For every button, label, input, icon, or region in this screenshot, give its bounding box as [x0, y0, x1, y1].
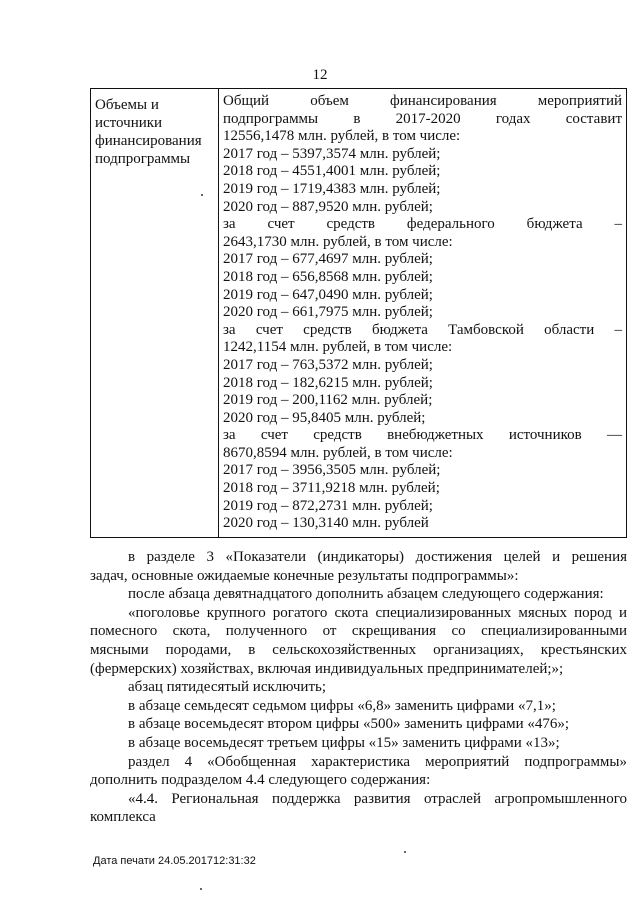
total-year-line: 2019 год – 1719,4383 млн. рублей; — [223, 180, 441, 197]
financing-text-cell — [219, 89, 627, 538]
text-line: мясными породами, в сельскохозяйственных организациях, крестьянских — [90, 641, 627, 658]
text-line: «поголовье крупного рогатого скота специализированных мясных пород и — [128, 604, 627, 621]
extrabudget-year-line: 2017 год – 3956,3505 млн. рублей; — [223, 462, 441, 479]
federal-year-line: 2018 год – 656,8568 млн. рублей; — [223, 268, 433, 285]
federal-year-line: 2020 год – 661,7975 млн. рублей; — [223, 304, 433, 321]
extrabudget-year-line: 2019 год – 872,2731 млн. рублей; — [223, 497, 433, 514]
paragraph-section-3 — [90, 548, 627, 585]
total-year-line: 2017 год – 5397,3574 млн. рублей; — [223, 145, 441, 162]
regional-year-line: 2017 год – 763,5372 млн. рублей; — [223, 356, 433, 373]
financing-label-cell — [91, 89, 219, 538]
paragraph-subsection-4-4 — [90, 790, 627, 827]
regional-year-line: 2019 год – 200,1162 млн. рублей; — [223, 392, 433, 409]
total-year-line: 2018 год – 4551,4001 млн. рублей; — [223, 163, 441, 180]
text-line: дополнить подразделом 4.4 следующего содержания: — [90, 772, 431, 789]
label-line: источники — [95, 115, 163, 131]
text-line: (фермерских) хозяйствах, включая индивидуальных предпринимателей;»; — [90, 660, 564, 677]
extrabudget-year-line: 2018 год – 3711,9218 млн. рублей; — [223, 480, 440, 497]
text-line: «4.4. Региональная поддержка развития отраслей агропромышленного — [128, 790, 627, 807]
regional-total: 1242,1154 млн. рублей, в том числе: — [223, 339, 453, 356]
text-line: в абзаце семьдесят седьмом цифры «6,8» заменить цифрами «7,1»; — [128, 697, 556, 714]
scan-speck — [201, 194, 203, 196]
total-year-line: 2020 год – 887,9520 млн. рублей; — [223, 198, 433, 215]
regional-year-line: 2020 год – 95,8405 млн. рублей; — [223, 409, 426, 426]
label-line: подпрограммы — [95, 151, 191, 167]
federal-total: 2643,1730 млн. рублей, в том числе: — [223, 233, 453, 250]
table-row — [91, 89, 627, 538]
paragraph-replace-82 — [90, 715, 627, 734]
regional-year-line: 2018 год – 182,6215 млн. рублей; — [223, 374, 433, 391]
regional-heading: за счет средств бюджета Тамбовской области – — [223, 321, 622, 338]
label-line: финансирования — [95, 133, 202, 149]
intro-line: подпрограммы в 2017-2020 годах составит — [223, 110, 622, 127]
paragraph-quote-livestock — [90, 604, 627, 678]
paragraph-add-abzac — [90, 585, 627, 604]
federal-heading: за счет средств федерального бюджета – — [223, 216, 622, 233]
intro-total: 12556,1478 млн. рублей, в том числе: — [223, 128, 461, 145]
scan-speck — [200, 888, 202, 890]
text-line: в разделе 3 «Показатели (индикаторы) достижения целей и решения — [128, 549, 627, 565]
financing-table — [90, 88, 627, 538]
federal-year-line: 2017 год – 677,4697 млн. рублей; — [223, 251, 433, 268]
scan-speck — [404, 851, 406, 853]
extrabudget-total: 8670,8594 млн. рублей, в том числе: — [223, 444, 453, 461]
text-line: задач, основные ожидаемые конечные результаты подпрограммы»: — [90, 567, 519, 584]
text-line: после абзаца девятнадцатого дополнить абзацем следующего содержания: — [128, 586, 604, 603]
label-line: Объемы и — [95, 97, 159, 113]
text-line: абзац пятидесятый исключить; — [128, 679, 327, 696]
extrabudget-heading: за счет средств внебюджетных источников — — [223, 427, 622, 444]
intro-line: Общий объем финансирования мероприятий — [223, 93, 622, 109]
paragraph-replace-77 — [90, 697, 627, 716]
page-number: 12 — [312, 67, 328, 83]
text-line: помесного скота, полученного от скрещивания со специализированными — [90, 623, 627, 640]
print-date: Дата печати 24.05.201712:31:32 — [93, 855, 256, 867]
text-line: раздел 4 «Обобщенная характеристика мероприятий подпрограммы» — [128, 753, 627, 770]
text-line: в абзаце восемьдесят втором цифры «500» заменить цифрами «476»; — [128, 716, 570, 733]
amendment-text — [90, 548, 627, 827]
paragraph-exclude — [90, 678, 627, 697]
text-line: комплекса — [90, 809, 156, 826]
federal-year-line: 2019 год – 647,0490 млн. рублей; — [223, 286, 433, 303]
paragraph-replace-83 — [90, 734, 627, 753]
extrabudget-year-line: 2020 год – 130,3140 млн. рублей — [223, 515, 429, 532]
paragraph-section-4 — [90, 753, 627, 790]
text-line: в абзаце восемьдесят третьем цифры «15» заменить цифрами «13»; — [128, 734, 560, 751]
